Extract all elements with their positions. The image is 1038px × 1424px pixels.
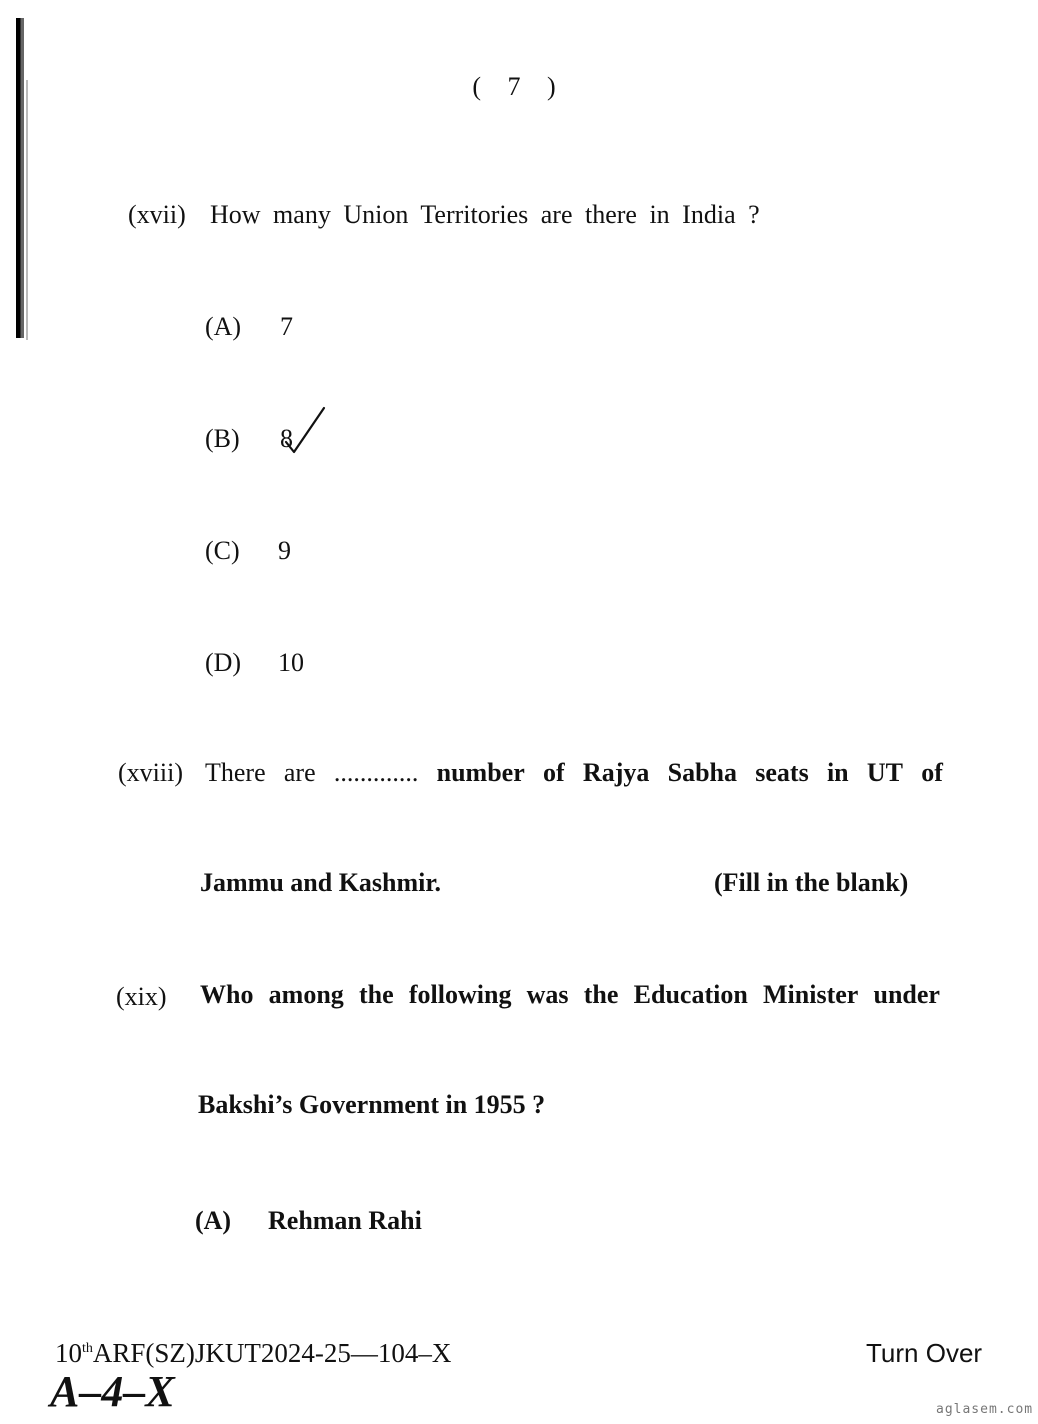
question-18-word: There	[205, 758, 266, 787]
question-19-word: the	[583, 980, 619, 1009]
page-number: ( 7 )	[472, 72, 566, 101]
question-19-word: Who	[200, 980, 254, 1009]
question-17-option-c-value: 9	[278, 536, 291, 565]
handwritten-tick-icon	[284, 404, 328, 456]
question-17-option-a-value: 7	[280, 312, 293, 341]
question-18-word: in	[826, 758, 849, 787]
question-19-word: among	[268, 980, 344, 1009]
question-18-blank: .............	[333, 758, 419, 787]
question-19-word: following	[408, 980, 512, 1009]
question-18-line-2: Jammu and Kashmir.	[200, 868, 442, 897]
paper-code-superscript: th	[82, 1341, 93, 1356]
scan-edge-shadow	[26, 80, 28, 340]
paper-code-prefix: 10	[55, 1338, 82, 1368]
question-19-word: under	[873, 980, 940, 1009]
question-19-line-2: Bakshi’s Government in 1955 ?	[198, 1090, 546, 1119]
question-18-word: UT	[866, 758, 903, 787]
question-17-option-a-label: (A)	[205, 312, 242, 341]
question-18-word: number	[436, 758, 525, 787]
question-18-word: of	[543, 758, 565, 787]
question-17-text: How many Union Territories are there in India ?	[210, 200, 760, 229]
question-19-word: Minister	[763, 980, 859, 1009]
question-19-line-1	[200, 980, 940, 1010]
question-17-number: (xvii)	[128, 200, 186, 229]
paper-code-rest: ARF(SZ)JKUT2024-25—104–X	[92, 1338, 452, 1368]
question-19-option-a-label: (A)	[195, 1206, 232, 1235]
question-18-line-1	[205, 758, 943, 788]
question-19-word: Education	[633, 980, 748, 1009]
question-18-word: of	[921, 758, 943, 787]
question-18-word: Sabha	[667, 758, 737, 787]
question-18-number: (xviii)	[118, 758, 183, 787]
question-18-word: are	[283, 758, 316, 787]
question-19-number: (xix)	[116, 982, 167, 1011]
scan-edge-mark	[16, 18, 24, 338]
question-17-option-b-label: (B)	[205, 424, 240, 453]
paper-code	[55, 1338, 451, 1369]
question-19-word: the	[359, 980, 394, 1009]
question-17-option-c-label: (C)	[205, 536, 240, 565]
turn-over-label: Turn Over	[866, 1338, 983, 1368]
question-19-word: was	[526, 980, 569, 1009]
question-18-word: Rajya	[582, 758, 650, 787]
paper-set-code: A–4–X	[50, 1367, 175, 1416]
question-17-option-d-label: (D)	[205, 648, 242, 677]
question-18-instruction: (Fill in the blank)	[714, 868, 909, 897]
question-18-word: seats	[755, 758, 809, 787]
watermark: aglasem.com	[936, 1402, 1034, 1417]
question-17-option-d-value: 10	[278, 648, 304, 677]
question-19-option-a-value: Rehman Rahi	[268, 1206, 422, 1235]
question-17-option-b-value: 8	[280, 424, 293, 453]
